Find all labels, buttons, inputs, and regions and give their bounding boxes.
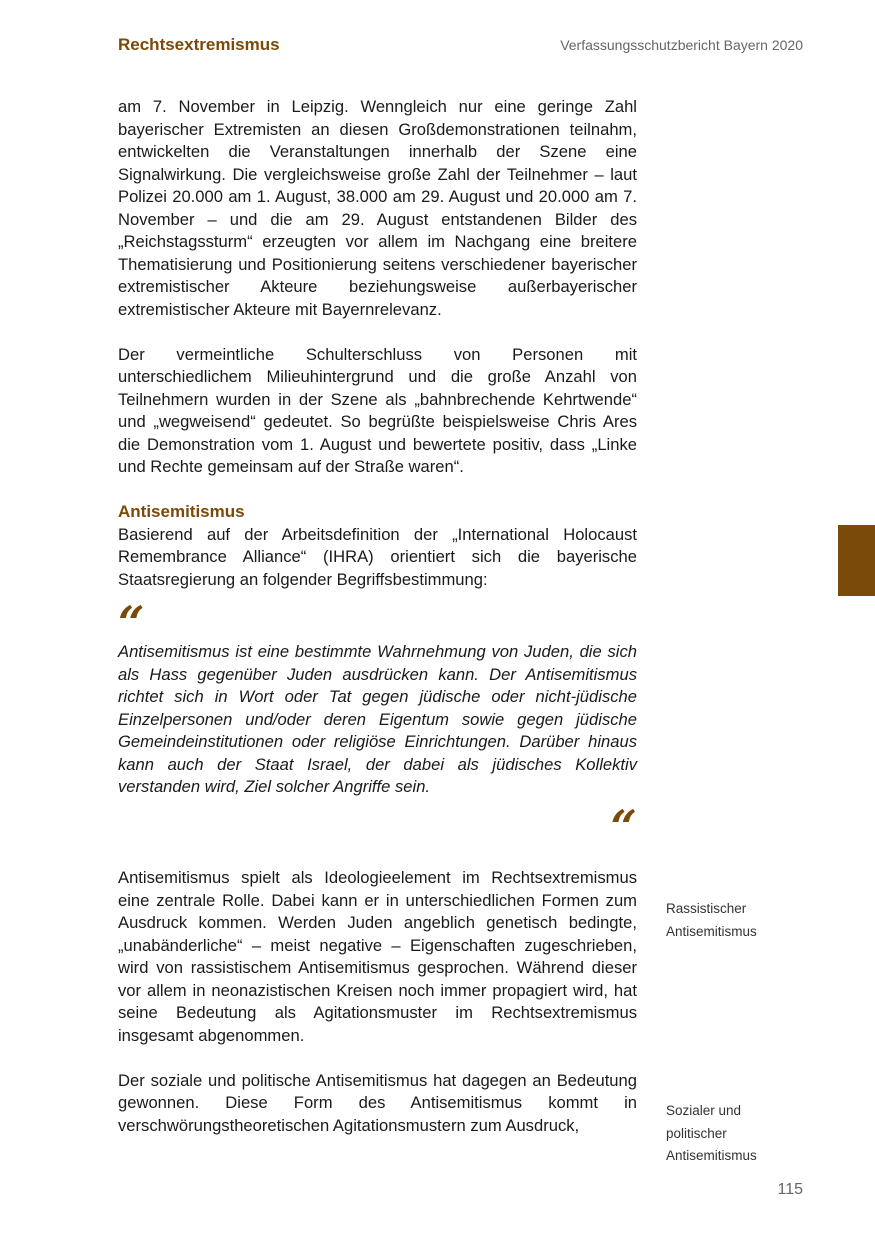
sidenote-sozialer-politischer-antisemitismus: Sozialer und politischer Antisemitismus [666, 1103, 757, 1163]
paragraph-2: Der vermeintliche Schulterschluss von Personen mit unterschiedlichem Milieuhintergrund und die große Anzahl von Teilnehmern wurden in der Szene als „bahnbrechende Kehrtwende“ und „wegweisend“ gedeutet. So begrüßte beispielsweise Chris Ares die Demonstration vom 1. August und bewertete positiv, dass „Linke und Rechte gemeinsam auf der Straße waren“. [118, 344, 637, 476]
paragraph-5: Der soziale und politische Antisemitismus hat dagegen an Bedeutung gewonnen. Diese Form des Antisemitismus kommt in verschwörungstheoretischen Agitationsmustern zum Ausdruck, [118, 1070, 637, 1135]
page-number: 115 [777, 1181, 803, 1198]
chapter-thumb-tab [838, 525, 875, 596]
section-heading-antisemitismus: Antisemitismus [118, 502, 245, 521]
quote-close-mark: “ [610, 799, 637, 854]
paragraph-3: Basierend auf der Arbeitsdefinition der „International Holocaust Remembrance Alliance“ (IHRA) orientiert sich die bayerische Staatsregierung an folgender Begriffsbestimmung: [118, 524, 637, 589]
header-report-title: Verfassungsschutzbericht Bayern 2020 [560, 37, 803, 53]
main-column [118, 96, 637, 1137]
definition-quote: Antisemitismus ist eine bestimmte Wahrnehmung von Juden, die sich als Hass gegenüber Juden ausdrücken kann. Der Antisemitismus richtet sich in Wort oder Tat gegen jüdische oder nicht-jüdische Einzelpersonen und/oder deren Eigentum sowie gegen jüdische Gemeindeinstitutionen oder religiöse Einrichtungen. Darüber hinaus kann auch der Staat Israel, der dabei als jüdisches Kollektiv verstanden wird, Ziel solcher Angriffe sein. [118, 642, 637, 796]
paragraph-1: am 7. November in Leipzig. Wenngleich nur eine geringe Zahl bayerischer Extremisten an diesen Großdemonstrationen teilnahm, entwickelten die Veranstaltungen innerhalb der Szene eine Signalwirkung. Die vergleichsweise große Zahl der Teilnehmer – laut Polizei 20.000 am 1. August, 38.000 am 29. August und 20.000 am 7. November – und die am 29. August entstandenen Bilder des „Reichstagssturm“ erzeugten vor allem im Nachgang eine breitere Thematisierung und Positionierung seitens verschiedener bayerischer extremistischer Akteure beziehungsweise außerbayerischer extremistischer Akteure mit Bayernrelevanz. [118, 97, 637, 319]
quote-open-mark: “ [118, 596, 145, 650]
paragraph-4: Antisemitismus spielt als Ideologieelement im Rechtsextremismus eine zentrale Rolle. Dabei kann er in unterschiedlichen Formen zum Ausdruck kommen. Werden Juden angeblich genetisch bedingte, „unabänderliche“ – meist negative – Eigenschaften zugeschrieben, wird von rassistischem Antisemitismus gesprochen. Während dieser vor allem in neonazistischen Kreisen noch immer propagiert wird, hat seine Bedeutung als Agitationsmuster im Rechtsextremismus insgesamt abgenommen. [118, 868, 637, 1045]
header-section-title: Rechtsextremismus [118, 35, 280, 54]
sidenote-rassistischer-antisemitismus: Rassistischer Antisemitismus [666, 901, 757, 939]
